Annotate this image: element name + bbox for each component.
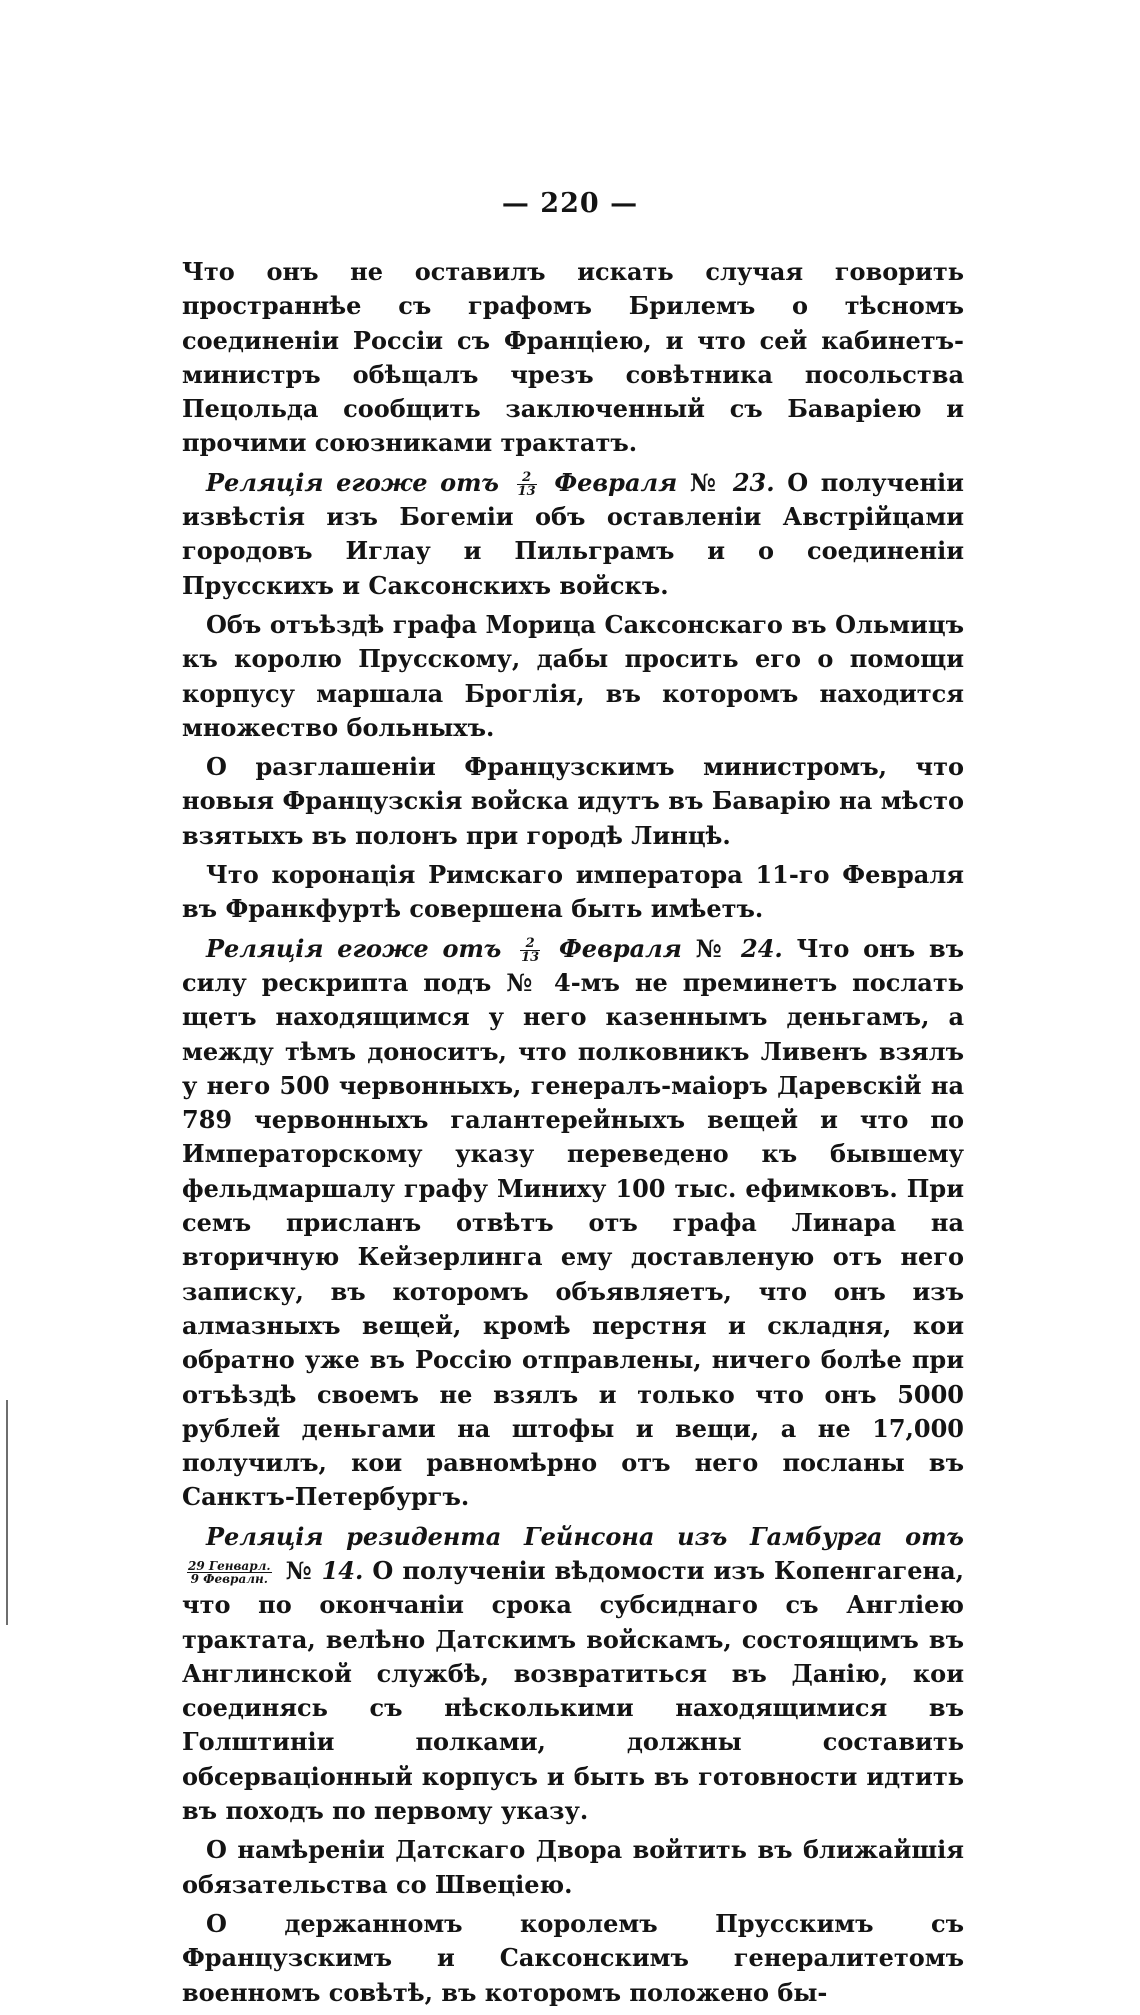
page-body [182,255,964,2015]
scan-edge-line [6,1400,8,1625]
relation-heading: Реляція резидента Гейнсона изъ Гамбурга отъ [206,1521,964,1551]
relation-text: Что онъ въ силу рескрипта подъ № 4-мъ не преминетъ послать щетъ находящимся у него казеннымъ деньгамъ, а между тѣмъ доноситъ, что полковникъ Ливенъ взялъ у него 500 червонныхъ, генералъ-маіоръ Даревскій на 789 червонныхъ галантерейныхъ вещей и что по Императорскому указу переведено къ бывшему фельдмаршалу графу Миниху 100 тыс. ефимковъ. При семъ присланъ отвѣтъ отъ графа Линара на вторичную Кейзерлинга ему доставленую отъ него записку, въ которомъ объявляетъ, что онъ изъ алмазныхъ вещей, кромѣ перстня и складня, кои обратно уже въ Россію отправлены, ничего болѣе при отъѣздѣ своемъ не взялъ и только что онъ 5000 рублей деньгами на штофы и вещи, а не 17,000 получилъ, кои равномѣрно отъ него посланы въ Санктъ-Петербургъ. [182,933,965,1512]
date-fraction: $\frac{2}{13}$ [521,935,540,965]
relation-text: О полученіи вѣдомости изъ Копенгагена, что по окончаніи срока субсиднаго съ Англіею трактата, велѣно Датскимъ войскамъ, состоящимъ въ Англинской службѣ, возвратиться въ Данію, кои соединясь съ нѣсколькими находящимися въ Голштиніи полками, должны составить обсерваціонный корпусъ и быть въ готовности идтить въ походъ по первому указу. [182,1555,965,1826]
paragraph-relation-23 [182,466,964,603]
paragraph-9: О держанномъ королемъ Прусскимъ съ Французскимъ и Саксонскимъ генералитетомъ военномъ совѣтѣ, въ которомъ положено бы- [182,1908,964,2007]
relation-text: О полученіи извѣстія изъ Богеміи объ оставленіи Австрійцами городовъ Иглау и Пильграмъ и о соединеніи Прусскихъ и Саксонскихъ войскъ. [182,467,964,600]
paragraph-5: Что коронація Римскаго императора 11-го Февраля въ Франкфуртѣ совершена быть имѣетъ. [182,860,964,924]
paragraph-4: О разглашеніи Французскимъ министромъ, что новыя Французскія войска идутъ въ Баварію на мѣсто взятыхъ въ полонъ при городѣ Линцѣ. [182,752,964,850]
relation-heading: Реляція егоже отъ [206,467,499,497]
date-fraction: $\frac{\text{29 Генварл.}}{\text{9 Февралн.}}$ [188,1558,271,1586]
relation-month: Февраля [554,467,678,497]
number-sign: № [695,933,728,963]
paragraph-8: О намѣреніи Датскаго Двора войтить въ ближайшія обязательства со Швеціею. [182,1835,964,1899]
paragraph-3: Объ отъѣздѣ графа Морица Саксонскаго въ Ольмицъ къ королю Прусскому, дабы просить его о помощи корпусу маршала Броглія, въ которомъ находится множество больныхъ. [182,609,964,742]
relation-month: Февраля [559,933,682,963]
relation-number: 14. [321,1555,364,1585]
page-number: — 220 — [501,188,639,219]
paragraph-relation-24 [182,932,964,1515]
relation-heading: Реляція егоже отъ [206,933,502,963]
date-fraction: $\frac{2}{13}$ [517,469,536,499]
relation-number: 24. [741,933,783,963]
number-sign: № [689,467,721,497]
number-sign: № [285,1555,313,1585]
paragraph-1: Что онъ не оставилъ искать случая говорить пространнѣе съ графомъ Брилемъ о тѣсномъ соединеніи Россіи съ Франціею, и что сей кабинетъ-министръ обѣщалъ чрезъ совѣтника посольства Пецольда сообщить заключенный съ Баваріею и прочими союзниками трактатъ. [182,257,964,458]
relation-number: 23. [732,467,775,497]
paragraph-relation-14 [182,1520,964,1829]
